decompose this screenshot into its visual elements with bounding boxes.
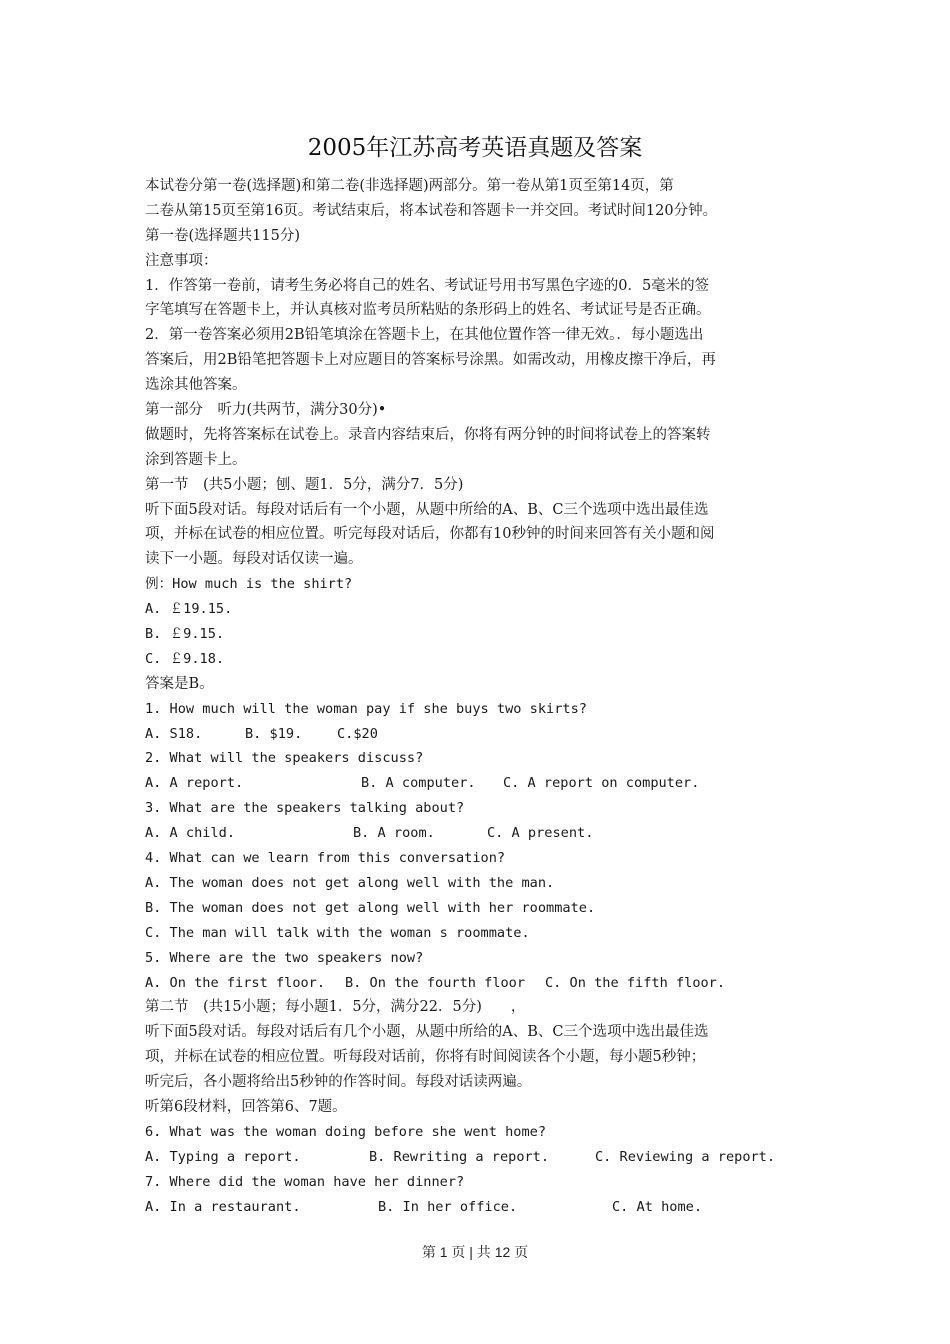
question-5-option-c: C. On the fifth floor. [545,974,726,991]
question-5-option-a: A. On the first floor. [145,974,326,991]
notice-1-line-2: 字笔填写在答题卡上，并认真核对监考员所粘贴的条形码上的姓名、考试证号是否正确。 [145,302,711,319]
listening-instruction-1: 做题时，先将答案标在试卷上。录音内容结束后，你将有两分钟的时间将试卷上的答案转 [145,426,711,443]
question-4-option-b: B. The woman does not get along well with her roommate. [145,899,596,916]
example-answer: 答案是B。 [145,675,214,692]
question-2-option-a: A. A report. [145,775,244,792]
question-3-option-b: B. A room. [353,825,435,842]
listening-part-heading: 第一部分 听力(共两节，满分30分)• [145,402,387,419]
question-2-options [145,771,825,796]
question-3-option-c: C. A present. [487,825,594,842]
notice-heading: 注意事项： [145,252,218,269]
question-1-option-c: C.$20 [337,725,378,742]
question-6-option-b: B. Rewriting a report. [369,1148,550,1165]
question-6-option-c: C. Reviewing a report. [595,1148,776,1165]
question-6-option-a: A. Typing a report. [145,1148,301,1165]
part-one-heading: 第一卷(选择题共115分) [145,227,300,244]
section-one-instruction-2: 项，并标在试卷的相应位置。听完每段对话后，你都有10秒钟的时间来回答有关小题和阅 [145,526,715,543]
question-4-option-c: C. The man will talk with the woman s roommate. [145,924,530,941]
question-3-options [145,821,825,846]
example-question: 例：How much is the shirt? [145,576,353,593]
question-2: 2. What will the speakers discuss? [145,750,424,767]
example-option-c: C. ￡9.18. [145,650,225,667]
document-body [145,174,825,1219]
notice-2-line-1: 2．第一卷答案必须用2B铅笔填涂在答题卡上，在其他位置作答一律无效。．每小题选出 [145,327,704,344]
question-7-option-c: C. At home. [612,1198,703,1215]
example-option-a: A. ￡19.15. [145,601,233,618]
notice-2-line-3: 选涂其他答案。 [145,377,247,394]
question-7: 7. Where did the woman have her dinner? [145,1173,465,1190]
question-7-option-b: B. In her office. [378,1198,518,1215]
question-1-options [145,722,825,747]
question-4-option-a: A. The woman does not get along well with the man. [145,874,555,891]
question-2-option-b: B. A computer. [361,775,476,792]
question-1: 1. How much will the woman pay if she buys two skirts? [145,700,587,717]
question-6-options [145,1145,825,1170]
question-5-options [145,971,825,996]
notice-1-line-1: 1．作答第一卷前，请考生务必将自己的姓名、考试证号用书写黑色字迹的0．5毫米的签 [145,277,710,294]
question-6: 6. What was the woman doing before she went home? [145,1123,547,1140]
question-5: 5. Where are the two speakers now? [145,949,424,966]
section-one-instruction-3: 读下一小题。每段对话仅读一遍。 [145,551,363,568]
section-one-heading: 第一节 (共5小题；刨、题1．5分，满分7．5分) [145,476,464,493]
listening-instruction-2: 涂到答题卡上。 [145,451,247,468]
question-2-option-c: C. A report on computer. [503,775,700,792]
question-1-option-b: B. $19. [245,725,303,742]
question-3-option-a: A. A child. [145,825,236,842]
notice-2-line-2: 答案后，用2B铅笔把答题卡上对应题目的答案标号涂黑。如需改动，用橡皮擦干净后，再 [145,352,716,369]
example-option-b: B. ￡9.15. [145,626,225,643]
question-1-option-a: A. S18. [145,725,203,742]
page-title: 2005年江苏高考英语真题及答案 [307,135,643,161]
question-7-option-a: A. In a restaurant. [145,1198,301,1215]
intro-line-2: 二卷从第15页至第16页。考试结束后，将本试卷和答题卡一并交回。考试时间120分钟。 [145,202,718,219]
section-two-instruction-3: 听完后，各小题将给出5秒钟的作答时间。每段对话读两遍。 [145,1074,532,1091]
question-4: 4. What can we learn from this conversation? [145,850,506,867]
intro-line-1: 本试卷分第一卷(选择题)和第二卷(非选择题)两部分。第一卷从第1页至第14页，第 [145,178,674,194]
section-one-instruction-1: 听下面5段对话。每段对话后有一个小题，从题中所给的A、B、C三个选项中选出最佳选 [145,501,709,518]
section-two-instruction-2: 项，并标在试卷的相应位置。听每段对话前，你将有时间阅读各个小题，每小题5秒钟； [145,1049,706,1066]
section-two-instruction-1: 听下面5段对话。每段对话后有几个小题，从题中所给的A、B、C三个选项中选出最佳选 [145,1024,709,1041]
question-3: 3. What are the speakers talking about? [145,800,465,817]
question-7-options [145,1195,825,1220]
page-footer: 第 1 页 | 共 12 页 [421,1244,529,1260]
section-two-heading: 第二节 (共15小题；每小题1．5分，满分22．5分) ， [145,999,526,1016]
material-6-heading: 听第6段材料，回答第6、7题。 [145,1098,347,1115]
question-5-option-b: B. On the fourth floor [345,974,526,991]
